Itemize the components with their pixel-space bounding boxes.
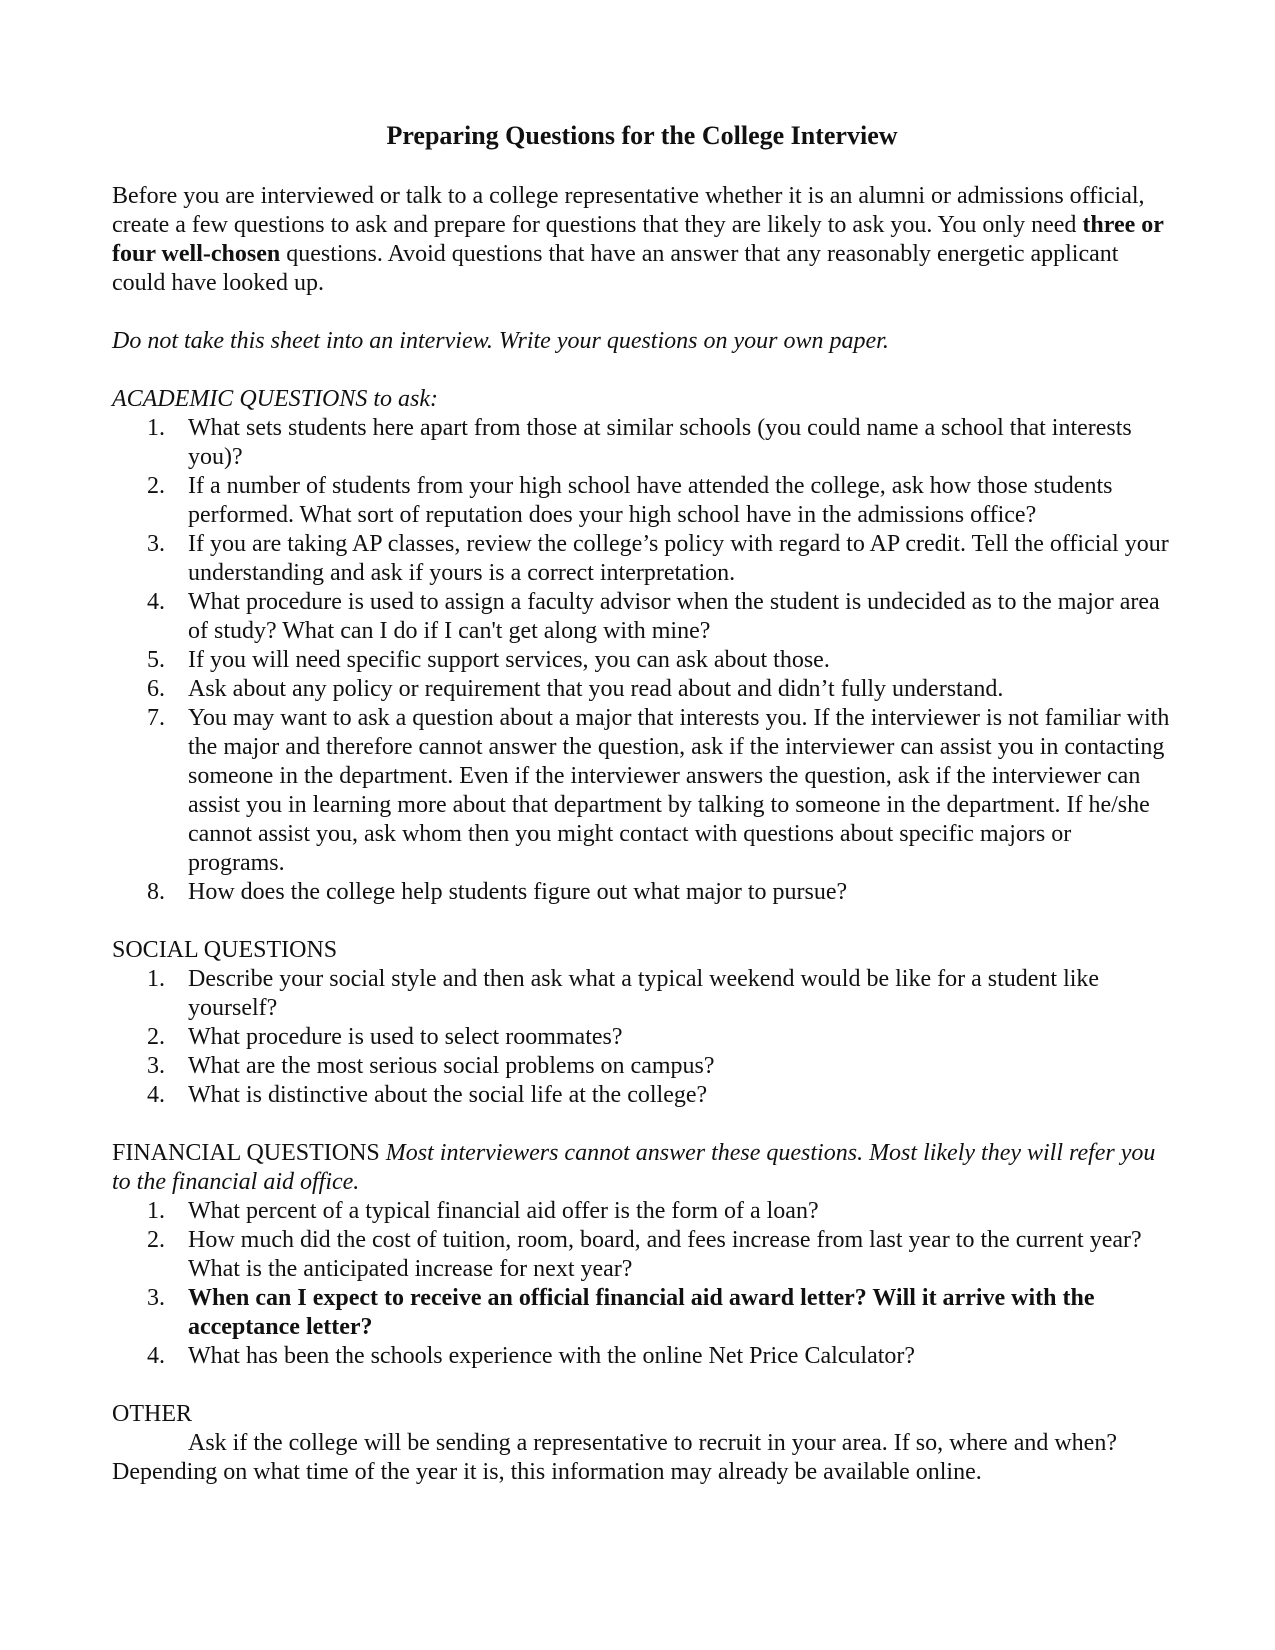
item-text: What procedure is used to assign a faculty advisor when the student is undecided as to the major area of study? What can I do if I can't get along with mine?: [188, 589, 1160, 644]
item-number: 7.: [147, 705, 165, 731]
item-text: What procedure is used to select roommates?: [188, 1024, 623, 1050]
item-text: What is distinctive about the social life at the college?: [188, 1082, 708, 1108]
list-item: [112, 1342, 1172, 1371]
list-item: [112, 878, 1172, 907]
item-number: 3.: [147, 1285, 165, 1311]
item-number: 2.: [147, 473, 165, 499]
item-text: What are the most serious social problems on campus?: [188, 1053, 715, 1079]
item-text: When can I expect to receive an official financial aid award letter? Will it arrive with the acceptance letter?: [188, 1285, 1095, 1340]
item-number: 3.: [147, 1053, 165, 1079]
intro-text-2: questions. Avoid questions that have an answer that any reasonably energetic applicant could have looked up.: [112, 241, 1119, 296]
financial-heading: FINANCIAL QUESTIONS: [112, 1140, 380, 1166]
item-text: If you will need specific support services, you can ask about those.: [188, 647, 830, 673]
item-number: 2.: [147, 1024, 165, 1050]
list-item: [112, 965, 1172, 1023]
list-item: [112, 1284, 1172, 1342]
list-item: [112, 588, 1172, 646]
intro-text-1: Before you are interviewed or talk to a college representative whether it is an alumni or admissions official, create a few questions to ask and prepare for questions that they are likely to ask you. You only need: [112, 183, 1145, 238]
financial-heading-line: [112, 1139, 1172, 1197]
item-number: 1.: [147, 1198, 165, 1224]
financial-subnote: Most interviewers cannot answer these questions. Most likely they will refer you to the financial aid office.: [112, 1140, 1156, 1195]
academic-heading: ACADEMIC QUESTIONS to ask:: [112, 386, 438, 412]
item-number: 8.: [147, 879, 165, 905]
item-text: You may want to ask a question about a major that interests you. If the interviewer is not familiar with the major and therefore cannot answer the question, ask if the interviewer can assist you in contacting someone in the department. Even if the interviewer answers the question, ask if the interviewer can assist you in learning more about that department by talking to someone in the department. If he/she cannot assist you, ask whom then you might contact with questions about specific majors or programs.: [188, 705, 1170, 876]
intro-paragraph: [112, 182, 1172, 298]
list-item: [112, 646, 1172, 675]
list-item: [112, 1052, 1172, 1081]
other-heading: OTHER: [112, 1401, 192, 1427]
financial-list: [112, 1197, 1172, 1371]
social-list: [112, 965, 1172, 1110]
item-number: 1.: [147, 966, 165, 992]
item-text: How does the college help students figure out what major to pursue?: [188, 879, 848, 905]
item-text: What has been the schools experience with the online Net Price Calculator?: [188, 1343, 916, 1369]
item-text: What percent of a typical financial aid offer is the form of a loan?: [188, 1198, 819, 1224]
other-paragraph: Ask if the college will be sending a representative to recruit in your area. If so, where and when? Depending on what time of the year it is, this information may already be available online.: [112, 1430, 1117, 1485]
item-number: 1.: [147, 415, 165, 441]
item-number: 2.: [147, 1227, 165, 1253]
list-item: [112, 472, 1172, 530]
list-item: [112, 414, 1172, 472]
academic-list: [112, 414, 1172, 907]
list-item: [112, 530, 1172, 588]
list-item: [112, 1226, 1172, 1284]
item-text: If you are taking AP classes, review the college’s policy with regard to AP credit. Tell the official your understanding and ask if yours is a correct interpretation.: [188, 531, 1169, 586]
list-item: [112, 675, 1172, 704]
document-page: [112, 120, 1172, 1487]
item-text: Ask about any policy or requirement that you read about and didn’t fully understand.: [188, 676, 1004, 702]
item-text: Describe your social style and then ask what a typical weekend would be like for a student like yourself?: [188, 966, 1100, 1021]
item-number: 4.: [147, 1082, 165, 1108]
instruction-note: Do not take this sheet into an interview. Write your questions on your own paper.: [112, 328, 889, 354]
item-text: If a number of students from your high school have attended the college, ask how those students performed. What sort of reputation does your high school have in the admissions office?: [188, 473, 1113, 528]
item-number: 5.: [147, 647, 165, 673]
list-item: [112, 1023, 1172, 1052]
item-number: 4.: [147, 1343, 165, 1369]
list-item: [112, 1197, 1172, 1226]
item-number: 3.: [147, 531, 165, 557]
item-number: 6.: [147, 676, 165, 702]
item-number: 4.: [147, 589, 165, 615]
intro-bold-text: three or four well-chosen: [112, 212, 1164, 267]
item-text: What sets students here apart from those at similar schools (you could name a school that interests you)?: [188, 415, 1132, 470]
list-item: [112, 1081, 1172, 1110]
page-title: Preparing Questions for the College Interview: [386, 121, 898, 150]
item-text: How much did the cost of tuition, room, board, and fees increase from last year to the current year? What is the anticipated increase for next year?: [188, 1227, 1142, 1282]
social-heading: SOCIAL QUESTIONS: [112, 937, 338, 963]
list-item: [112, 704, 1172, 878]
